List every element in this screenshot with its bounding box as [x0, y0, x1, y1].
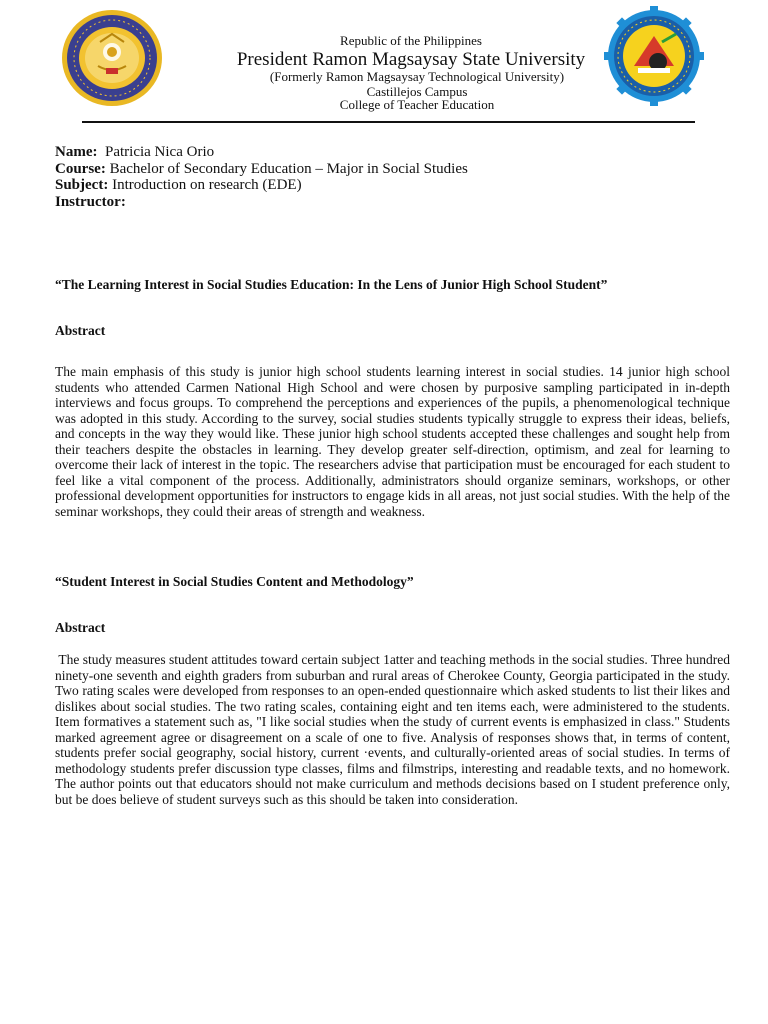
header-divider [82, 121, 695, 123]
instructor-label: Instructor: [55, 194, 126, 210]
course-value: Bachelor of Secondary Education – Major in Social Studies [109, 161, 468, 177]
info-course-row [55, 161, 468, 178]
former-name: (Formerly Ramon Magsaysay Technological University) [269, 69, 565, 84]
university-seal-icon [60, 8, 164, 108]
abstract-heading: Abstract [55, 323, 106, 338]
study-title: “The Learning Interest in Social Studies Education: In the Lens of Junior High School Student” [55, 277, 608, 292]
name-value: Patricia Nica Orio [104, 144, 215, 160]
college-name: College of Teacher Education [339, 97, 495, 112]
subject-value: Introduction on research (EDE) [112, 177, 302, 193]
abstract-paragraph: The study measures student attitudes toward certain subject 1atter and teaching methods in the social studies. Three hundred ninety-one seventh and eighth graders from suburban and rural areas of Cherokee County, Georgia participated in the study. Two rating scales were developed from responses to an open-ended questionnaire which asked students to list their likes and dislikes about social studies. The two rating scales, containing eight and ten items each, were administered to the students. Item formatives a statement such as, "I like social studies when the study of current events is emphasized in class." Students marked agreement agree or disagreement on a scale of one to five. Analysis of responses shows that, in terms of content, students prefer social geography, social history, current ·events, and culturally-oriented areas of social studies. In terms of methodology students prefer discussion type classes, films and filmstrips, interesting and readable texts, and no homework. The author points out that educators should not make curriculum and methods decisions based on I student preference only, but be does believe of student surveys such as this should be taken into consideration. [55, 652, 730, 807]
info-subject-row [55, 177, 302, 194]
info-instructor-row [55, 194, 126, 211]
university-name: President Ramon Magsaysay State University [236, 49, 586, 70]
campus-name: Castillejos Campus [366, 84, 468, 99]
study-title: “Student Interest in Social Studies Content and Methodology” [55, 574, 414, 589]
info-name-row [55, 144, 214, 161]
country-heading: Republic of the Philippines [340, 33, 482, 48]
course-label: Course: [55, 161, 106, 177]
abstract-paragraph: The main emphasis of this study is junior high school students learning interest in social studies. 14 junior high school students who attended Carmen National High School and were chosen by purposive sampling participated in in-depth interviews and focus groups. To comprehend the perceptions and experiences of the pupils, a phenomenological technique was adopted in this study. According to the survey, social studies students typically struggle to express their ideas, beliefs, and concepts in the way they would like. These junior high school students accepted these challenges and sought help from their teachers despite the obstacles in learning. They develop greater self-direction, optimism, and zeal for learning to overcome their lack of interest in the topic. The researchers advise that participation must be encouraged for each student to feel like a vital component of the process. Additionally, administrators should organize seminars, workshops, or other professional development opportunities for instructors to engage kids in all areas, not just social studies. With the help of the seminar workshops, they could their areas of strength and weakness. [55, 364, 730, 519]
subject-label: Subject: [55, 177, 109, 193]
abstract-heading: Abstract [55, 620, 106, 635]
name-label: Name: [55, 144, 98, 160]
